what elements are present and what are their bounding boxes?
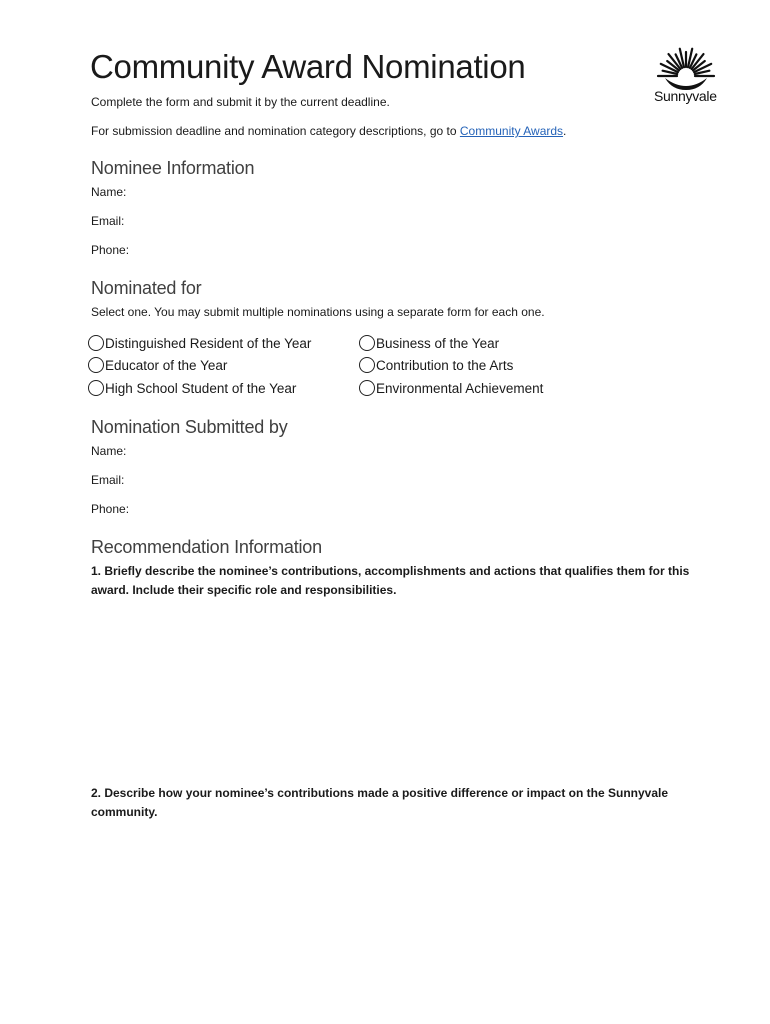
radio-high-school-student[interactable]: [88, 380, 296, 396]
recommendation-heading: Recommendation Information: [91, 537, 322, 557]
radio-educator[interactable]: [88, 357, 227, 373]
page-title: Community Award Nomination: [90, 48, 526, 85]
radio-button[interactable]: [88, 357, 104, 373]
nominee-heading: Nominee Information: [91, 158, 255, 178]
radio-label: Distinguished Resident of the Year: [105, 335, 312, 351]
radio-label: Contribution to the Arts: [376, 357, 514, 373]
nominee-name-label: Name:: [91, 185, 127, 199]
submitter-name-field[interactable]: [91, 444, 126, 458]
question-2: 2. Describe how your nominee’s contributions made a positive difference or impact on the Sunnyvale community.: [91, 786, 669, 819]
nominee-phone-field[interactable]: [91, 243, 129, 257]
submitter-email-label: Email:: [91, 473, 125, 487]
radio-button[interactable]: [88, 380, 104, 396]
radio-label: High School Student of the Year: [105, 380, 297, 396]
radio-label: Environmental Achievement: [376, 380, 544, 396]
deadline-prefix: For submission deadline and nomination category descriptions, go to: [91, 124, 460, 138]
logo-text: Sunnyvale: [654, 88, 717, 104]
radio-label: Educator of the Year: [105, 357, 228, 373]
submitter-email-field[interactable]: [91, 473, 124, 487]
radio-button[interactable]: [359, 335, 375, 351]
community-awards-link[interactable]: Community Awards: [459, 124, 564, 138]
intro-text: Complete the form and submit it by the current deadline.: [91, 95, 390, 109]
radio-button[interactable]: [359, 357, 375, 373]
nominee-email-label: Email:: [91, 214, 125, 228]
submitter-name-label: Name:: [91, 444, 127, 458]
deadline-text: [91, 124, 566, 138]
nominated-for-instructions: Select one. You may submit multiple nominations using a separate form for each one.: [91, 305, 545, 319]
nominee-name-field[interactable]: [91, 185, 126, 199]
nominated-for-heading: Nominated for: [91, 278, 202, 298]
question-1: 1. Briefly describe the nominee’s contributions, accomplishments and actions that qualifies them for this award. Include their specific role and responsibilities.: [91, 564, 690, 597]
radio-distinguished-resident[interactable]: [88, 335, 311, 351]
nominee-phone-label: Phone:: [91, 243, 130, 257]
submitter-phone-label: Phone:: [91, 502, 130, 516]
radio-button[interactable]: [359, 380, 375, 396]
submitter-heading: Nomination Submitted by: [91, 417, 288, 437]
deadline-suffix: .: [563, 124, 567, 138]
radio-business[interactable]: [359, 335, 499, 351]
radio-arts[interactable]: [359, 357, 513, 373]
radio-label: Business of the Year: [376, 335, 500, 351]
nominee-email-field[interactable]: [91, 214, 124, 228]
answer-2-area[interactable]: [91, 826, 691, 1016]
answer-1-area[interactable]: [91, 604, 691, 779]
submitter-phone-field[interactable]: [91, 502, 129, 516]
radio-environmental[interactable]: [359, 380, 543, 396]
radio-button[interactable]: [88, 335, 104, 351]
